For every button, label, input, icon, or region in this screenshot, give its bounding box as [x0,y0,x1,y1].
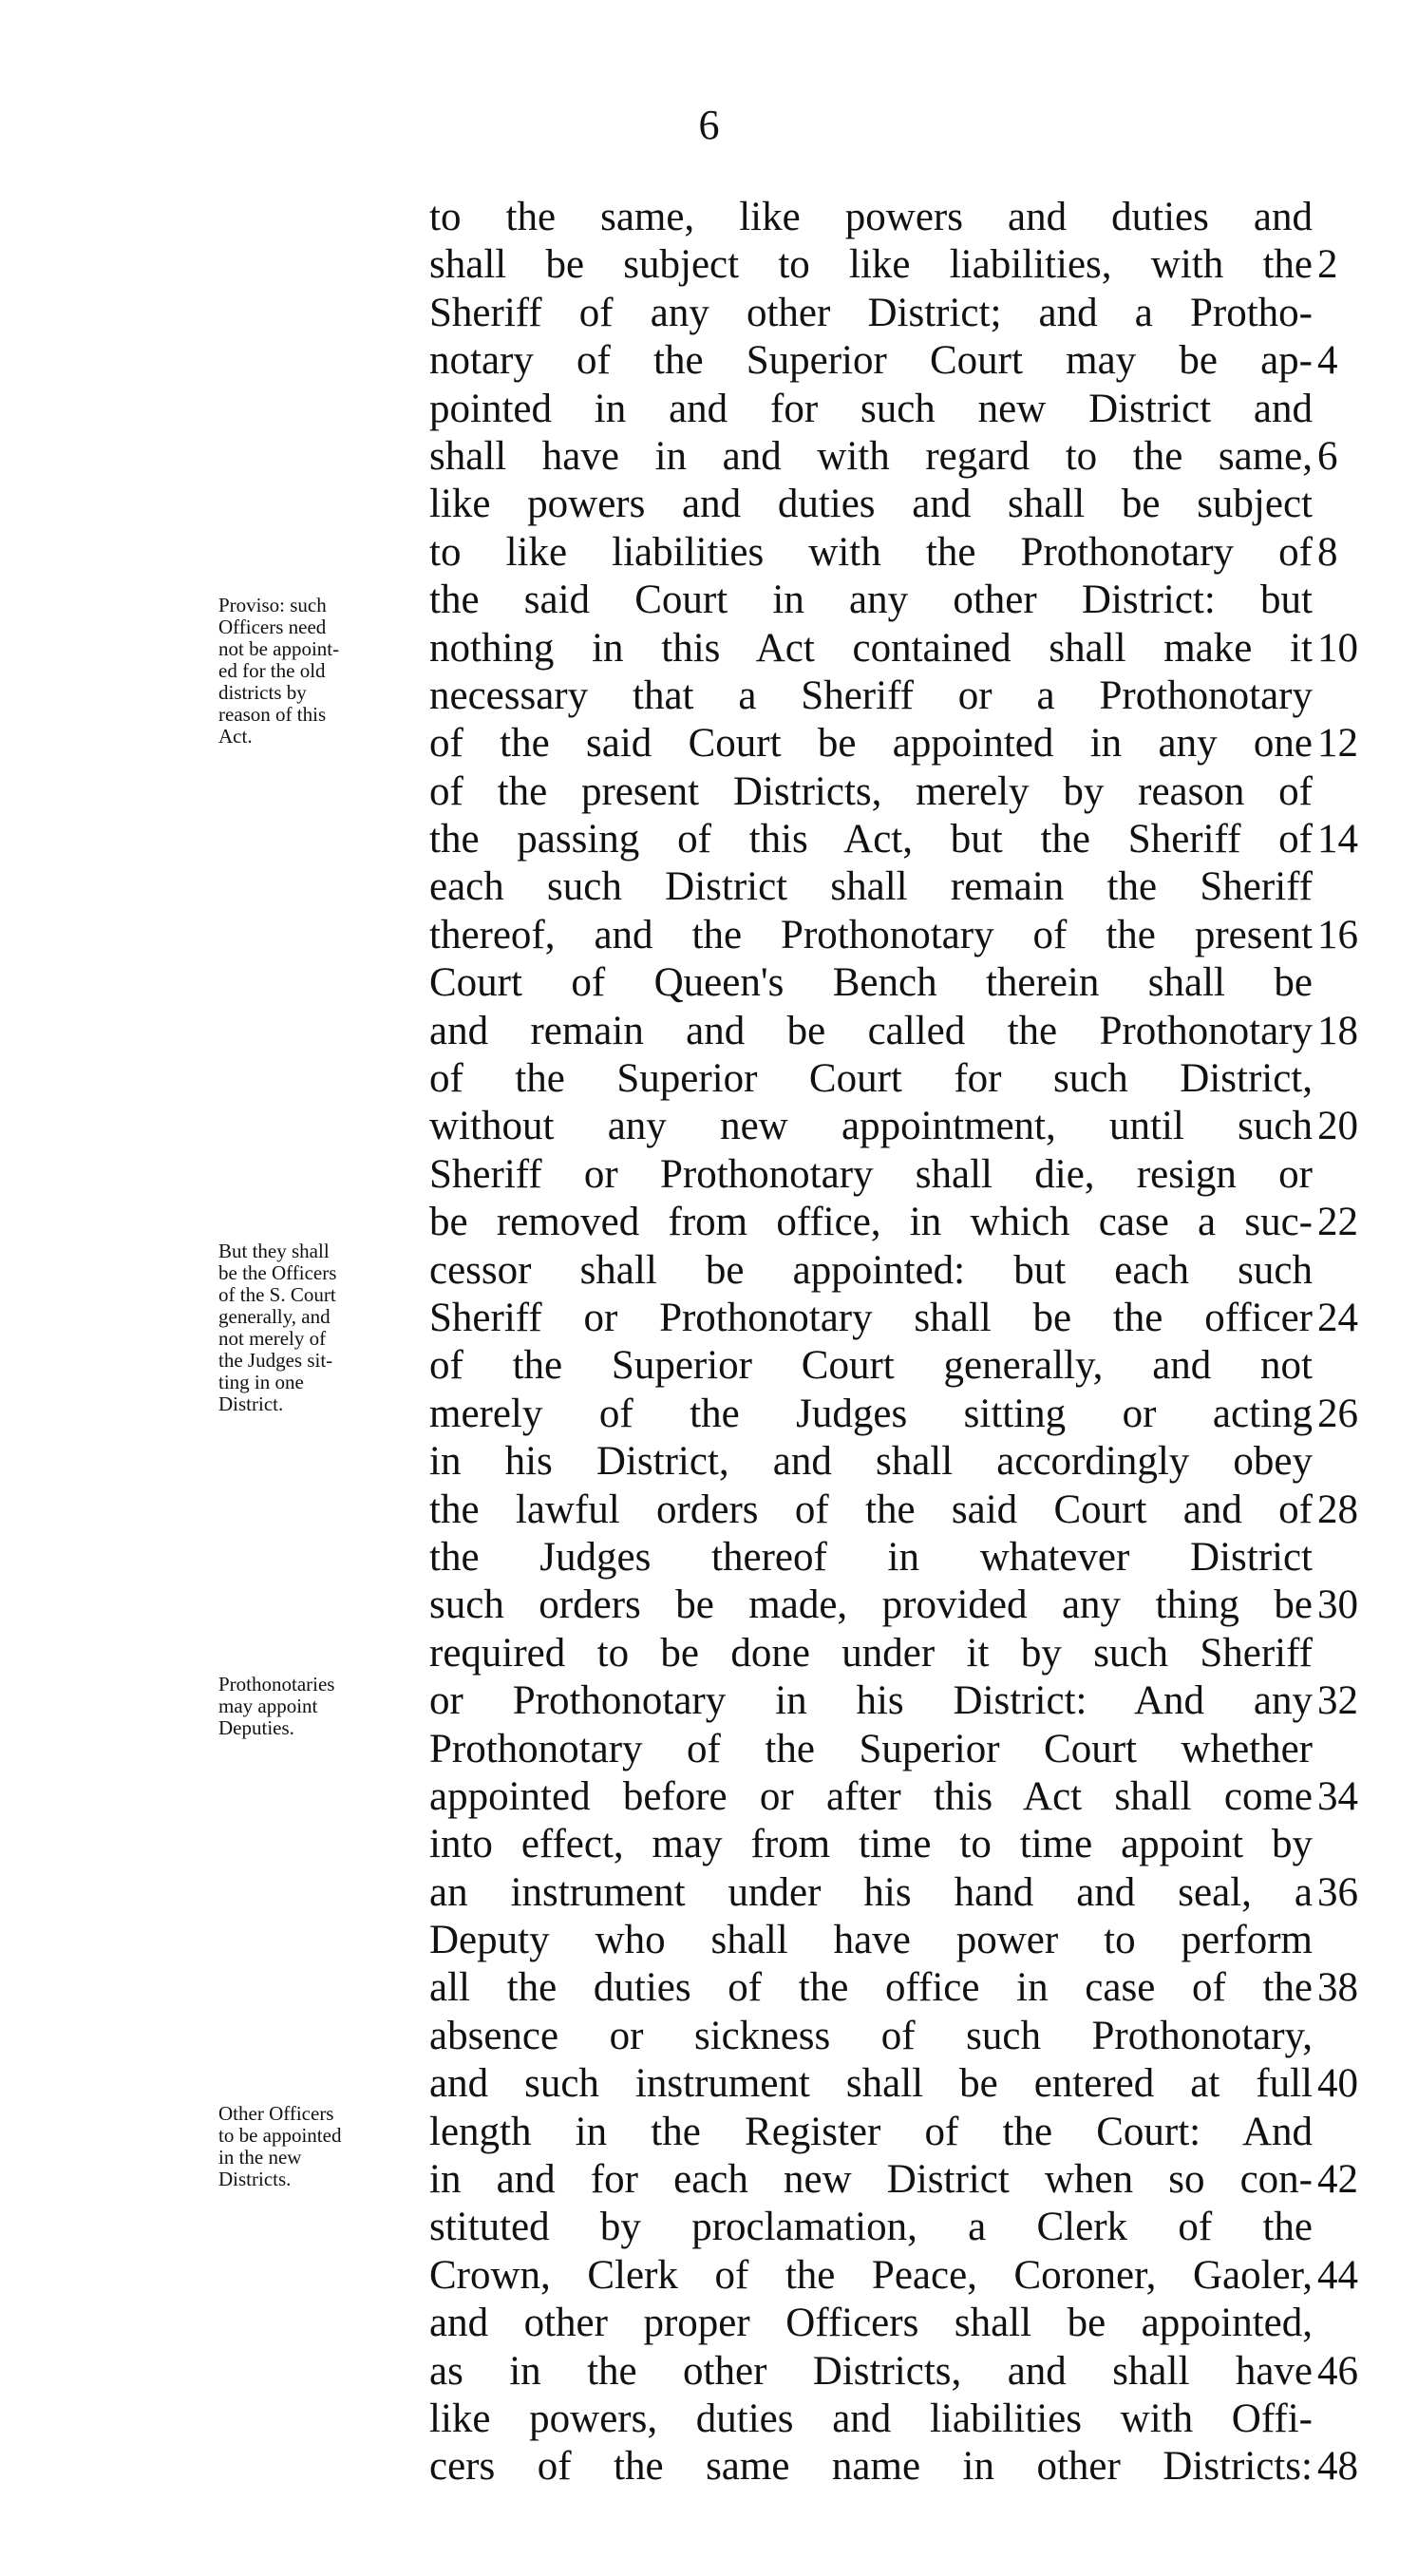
text-line [429,816,1358,863]
line-number: 38 [1317,1965,1358,2011]
text-line [429,959,1313,1007]
line-number: 12 [1317,721,1358,767]
line-text: shall have in and with regard to the same, [429,433,1313,479]
line-text: pointed in and for such new District and [429,386,1313,431]
text-line [429,481,1313,528]
text-line [429,2156,1358,2204]
text-line [429,1487,1358,1534]
text-line [429,2396,1313,2443]
line-text: cessor shall be appointed: but each such [429,1247,1313,1293]
text-line [429,1055,1313,1103]
text-line [429,241,1338,289]
line-text: in his District, and shall accordingly obey [429,1439,1313,1485]
line-number: 48 [1317,2444,1358,2490]
line-text: notary of the Superior Court may be ap- [429,338,1313,384]
text-line [429,290,1313,337]
line-text: be removed from office, in which case a suc- [429,1200,1313,1245]
text-line [429,2109,1313,2156]
line-text: Crown, Clerk of the Peace, Coroner, Gaoler, [429,2252,1313,2298]
line-text: of the Superior Court generally, and not [429,1343,1313,1389]
line-text: like powers, duties and liabilities with Offi- [429,2396,1313,2441]
margin-note-proviso: Proviso: such Officers need not be appoint- ed for the old districts by reason of this Act. [218,594,340,748]
line-number: 40 [1317,2061,1358,2107]
line-text: absence or sickness of such Prothonotary, [429,2013,1313,2058]
page-number: 6 [698,102,720,148]
line-text: cers of the same name in other Districts: [429,2444,1313,2490]
line-number: 18 [1317,1008,1358,1053]
text-line [429,1726,1313,1773]
line-number: 22 [1317,1200,1358,1245]
text-line [429,2013,1313,2060]
line-text: and other proper Officers shall be appointed, [429,2301,1313,2346]
line-text: Prothonotary of the Superior Court whether [429,1726,1313,1771]
text-line [429,1582,1358,1629]
line-text: merely of the Judges sitting or acting [429,1391,1313,1436]
text-line [429,672,1313,720]
line-text: thereof, and the Prothonotary of the present [429,912,1313,957]
text-line [429,768,1313,816]
line-text: shall be subject to like liabilities, with the [429,242,1313,288]
text-line [429,1821,1313,1868]
text-line [429,1295,1358,1342]
line-number: 30 [1317,1582,1358,1628]
line-text: length in the Register of the Court: And [429,2109,1313,2154]
line-text: nothing in this Act contained shall make it [429,625,1313,671]
line-text: and remain and be called the Prothonotary [429,1008,1313,1053]
line-text: the lawful orders of the said Court and of [429,1487,1313,1532]
text-line [429,433,1338,481]
line-number: 16 [1317,912,1358,957]
text-line [429,1103,1358,1150]
line-text: and such instrument shall be entered at full [429,2061,1313,2107]
line-number: 36 [1317,1869,1358,1915]
text-line [429,1677,1358,1725]
text-line [429,1869,1358,1917]
text-line [429,1964,1358,2012]
line-text: Sheriff or Prothonotary shall die, resign or [429,1151,1313,1197]
line-text: to the same, like powers and duties and [429,195,1313,239]
text-line [429,720,1358,767]
text-line [429,577,1313,624]
text-line [429,2443,1358,2491]
line-number: 4 [1317,338,1338,384]
text-line [429,1438,1313,1486]
text-line [429,1630,1313,1677]
text-line [429,1199,1358,1246]
line-number: 34 [1317,1773,1358,1819]
text-line [429,912,1358,959]
line-text: necessary that a Sheriff or a Prothonotary [429,672,1313,718]
line-number: 6 [1317,433,1338,479]
text-line [429,194,1313,241]
text-line [429,337,1338,385]
line-text: Deputy who shall have power to perform [429,1918,1313,1963]
line-text: as in the other Districts, and shall have [429,2348,1313,2394]
line-text: in and for each new District when so con- [429,2157,1313,2203]
text-line [429,625,1358,672]
line-text: to like liabilities with the Prothonotary of [429,529,1313,575]
text-line [429,863,1313,911]
line-text: of the present Districts, merely by reason of [429,768,1313,814]
line-text: or Prothonotary in his District: And any [429,1678,1313,1724]
line-text: such orders be made, provided any thing be [429,1582,1313,1628]
text-line [429,1773,1358,1821]
line-text: Court of Queen's Bench therein shall be [429,960,1313,1006]
line-number: 28 [1317,1487,1358,1532]
text-line [429,1151,1313,1199]
line-text: Sheriff or Prothonotary shall be the officer [429,1295,1313,1340]
text-line [429,1391,1358,1438]
line-text: appointed before or after this Act shall come [429,1773,1313,1819]
text-line [429,1247,1313,1295]
text-line [429,1917,1313,1964]
text-line [429,2204,1313,2251]
line-text: all the duties of the office in case of the [429,1965,1313,2011]
text-line [429,1534,1313,1582]
line-text: each such District shall remain the Sheriff [429,864,1313,910]
margin-note-prothonotaries-deputies: Prothonotaries may appoint Deputies. [218,1673,335,1739]
line-number: 20 [1317,1104,1358,1149]
text-line [429,1008,1358,1055]
line-number: 42 [1317,2157,1358,2203]
line-number: 2 [1317,242,1338,288]
text-line [429,2300,1313,2347]
line-text: of the Superior Court for such District, [429,1056,1313,1102]
line-text: the Judges thereof in whatever District [429,1534,1313,1580]
line-text: of the said Court be appointed in any one [429,721,1313,767]
line-text: the passing of this Act, but the Sheriff of [429,817,1313,862]
body-text-column [429,194,1360,2491]
line-number: 14 [1317,817,1358,862]
line-text: into effect, may from time to time appoint by [429,1822,1313,1867]
text-line [429,529,1338,577]
line-text: like powers and duties and shall be subject [429,482,1313,527]
line-number: 46 [1317,2348,1358,2394]
line-number: 26 [1317,1391,1358,1436]
text-line [429,2348,1358,2396]
margin-note-officers-of-court: But they shall be the Officers of the S. Court generally, and not merely of the Judges sit- ting in one District. [218,1240,337,1415]
line-number: 8 [1317,529,1338,575]
line-text: an instrument under his hand and seal, a [429,1869,1313,1915]
line-number: 10 [1317,625,1358,671]
text-line [429,2060,1358,2108]
line-text: Sheriff of any other District; and a Protho- [429,290,1313,335]
line-text: stituted by proclamation, a Clerk of the [429,2205,1313,2250]
line-text: the said Court in any other District: but [429,578,1313,623]
margin-note-other-officers: Other Officers to be appointed in the new Districts. [218,2102,342,2190]
line-text: without any new appointment, until such [429,1104,1313,1149]
line-text: required to be done under it by such Sheriff [429,1630,1313,1676]
text-line [429,386,1313,433]
line-number: 44 [1317,2252,1358,2298]
line-number: 24 [1317,1295,1358,1340]
text-line [429,2252,1358,2300]
line-number: 32 [1317,1678,1358,1724]
text-line [429,1342,1313,1390]
